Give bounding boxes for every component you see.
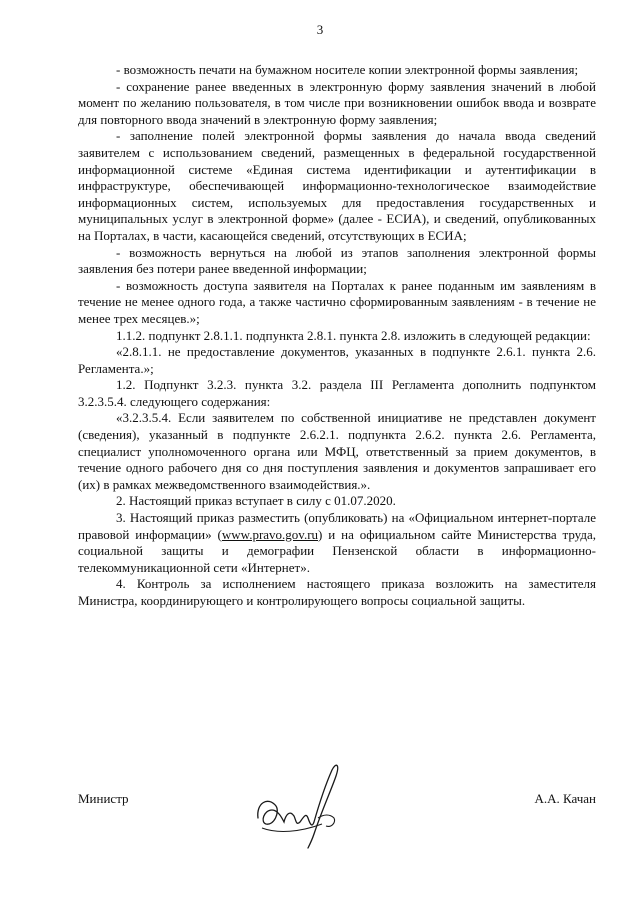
quote-3-2-3-5-4: «3.2.3.5.4. Если заявителем по собственной инициативе не представлен документ (сведения), указанный в подпункте 2.6.2.1. подпункта 2.6.2. пункта 2.6. Регламента, специалист уполномоченного органа или МФЦ, ответственный за прием документов, в течение одного рабочего дня со дня поступления заявления и документов запрашивает его (их) в рамках межведомственного взаимодействия.». (78, 410, 596, 492)
paragraph-4: 4. Контроль за исполнением настоящего приказа возложить на заместителя Министра, координирующего и контролирующего вопросы социальной защиты. (78, 576, 596, 608)
signatory-position: Министр (78, 791, 129, 806)
paragraph-2: 2. Настоящий приказ вступает в силу с 01.07.2020. (116, 493, 396, 509)
paragraph-3-end: ) и на официальном сайте Министерства труда, социальной защиты и демографии Пензенской области в информационно-телекоммуникационной сети «Интернет». (78, 526, 597, 575)
paragraph-3-start: 3. Настоящий приказ разместить (опубликовать) на «Официальном интернет-портале правовой информации» ( (78, 510, 596, 542)
document-body (78, 62, 596, 610)
list-item-portal-access: - возможность доступа заявителя на Порталах к ранее поданным им заявлениям в течение не менее одного года, а также частично сформированным заявлениям - в течение не менее трех месяцев.»; (78, 277, 596, 326)
paragraph-3 (78, 510, 596, 576)
page-number: 3 (316, 22, 324, 37)
list-item-prefill-esia: - заполнение полей электронной формы заявления до начала ввода сведений заявителем с использованием сведений, размещенных в федеральной государственной информационной системе «Единая система идентификации и аутентификации в инфраструктуре, обеспечивающей информационно-технологическое взаимодействие информационных систем, используемых для предоставления государственных и муниципальных услуг в электронной форме» (далее - ЕСИА), и сведений, опубликованных на Порталах, в части, касающейся сведений, отсутствующих в ЕСИА; (78, 128, 596, 243)
list-item-print: - возможность печати на бумажном носителе копии электронной формы заявления; (116, 62, 579, 77)
paragraph-1-2: 1.2. Подпункт 3.2.3. пункта 3.2. раздела III Регламента дополнить подпунктом 3.2.3.5.4. следующего содержания: (78, 377, 596, 409)
list-item-return-stage: - возможность вернуться на любой из этапов заполнения электронной формы заявления без потери ранее введенной информации; (78, 244, 596, 277)
handwritten-signature (248, 748, 358, 858)
signatory-name: А.А. Качан (534, 791, 596, 806)
list-item-save-values: - сохранение ранее введенных в электронную форму заявления значений в любой момент по желанию пользователя, в том числе при возникновении ошибок ввода и возврате для повторного ввода значений в электронную форму заявления; (78, 78, 596, 127)
paragraph-1-1-2: 1.1.2. подпункт 2.8.1.1. подпункта 2.8.1. пункта 2.8. изложить в следующей редакции: (116, 327, 591, 343)
pravo-link[interactable]: www.pravo.gov.ru (221, 526, 319, 542)
quote-2-8-1-1: «2.8.1.1. не предоставление документов, указанных в подпункте 2.6.1. пункта 2.6. Регламента.»; (78, 344, 596, 376)
